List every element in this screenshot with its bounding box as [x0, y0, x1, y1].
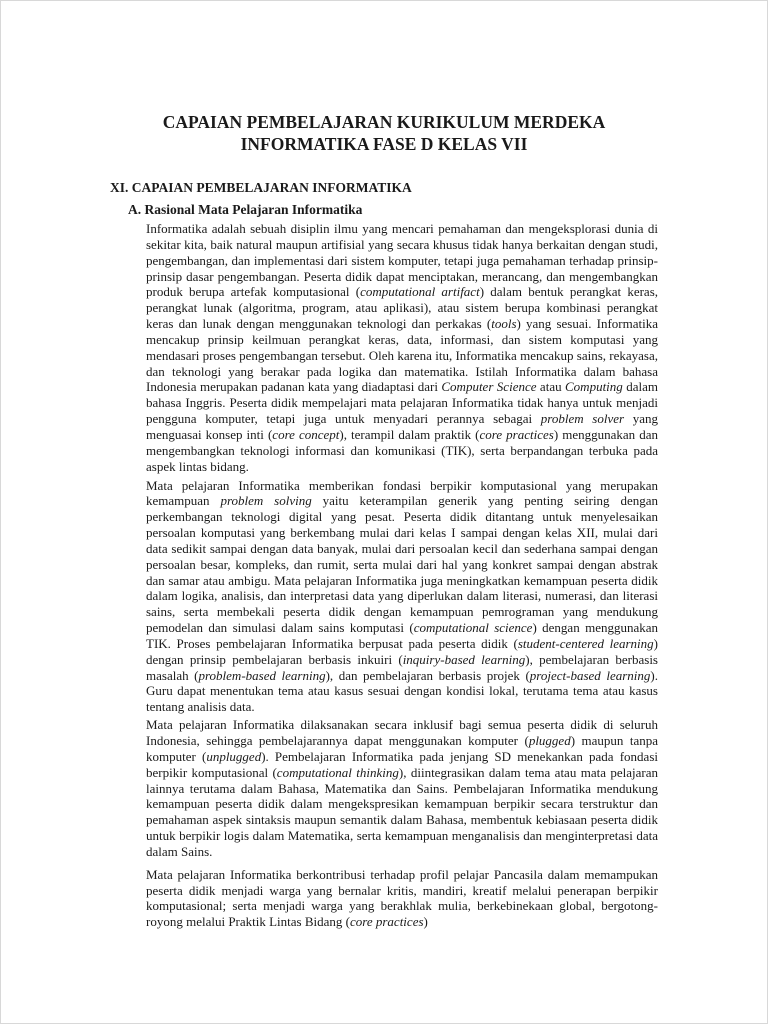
text-run: yang menguasai konsep inti (	[146, 411, 658, 442]
section-heading: XI. CAPAIAN PEMBELAJARAN INFORMATIKA	[110, 180, 412, 195]
text-run: dalam bahasa Inggris. Peserta didik mempelajari mata pelajaran Informatika tidak hanya untuk menjadi pengguna komputer, tetapi juga untuk menyadari perannya sebagai	[146, 379, 658, 427]
italic-term: inquiry-based learning	[402, 651, 526, 667]
italic-term: core practices	[350, 914, 424, 930]
italic-term: problem solving	[220, 493, 312, 509]
text-run: Informatika adalah sebuah disiplin ilmu yang mencari pemahaman dan mengeksplorasi dunia di sekitar kita, baik natural maupun artifisial yang secara khusus tidak hanya berkaitan dengan studi, pengembangan, dan implementasi dari sistem komputer, tetapi juga pemahaman terhadap prinsip-prinsip dasar pengembangan. Peserta didik dapat menciptakan, merancang, dan mengembangkan produk berupa artefak komputasional (	[146, 221, 658, 300]
text-run: ) maupun tanpa komputer (	[146, 733, 658, 764]
paragraph-1	[146, 221, 658, 475]
text-run: Mata pelajaran Informatika dilaksanakan secara inklusif bagi semua peserta didik di seluruh Indonesia, sehingga pembelajarannya dapat menggunakan komputer (	[146, 717, 658, 748]
text-run: ), terampil dalam praktik (	[339, 426, 480, 442]
text-run: Mata pelajaran Informatika memberikan fondasi berpikir komputasional yang merupakan kemampuan	[146, 477, 658, 509]
paragraph-3	[146, 717, 658, 860]
italic-term: student-centered learning	[517, 635, 654, 651]
italic-term: project-based learning	[529, 667, 651, 683]
text-run: ) menggunakan dan mengembangkan teknologi informasi dan komunikasi (TIK), serta berpandangan terbuka pada aspek lintas bidang.	[146, 426, 658, 474]
document-title	[1, 111, 767, 155]
italic-term: computational science	[413, 620, 533, 636]
italic-term: core practices	[479, 426, 554, 442]
text-run: ). Guru dapat menentukan tema atau kasus sesuai dengan kondisi lokal, terutama tema atau kasus tentang analisis data.	[146, 667, 658, 715]
italic-term: tools	[491, 316, 517, 332]
text-run: ) yang sesuai. Informatika mencakup prinsip keilmuan perangkat keras, data, informasi, dan sistem komputasi yang mendasari proses pengembangan tersebut. Oleh karena itu, Informatika mencakup sains, rekayasa, dan teknologi yang berakar pada logika dan matematika. Istilah Informatika dalam bahasa Indonesia merupakan padanan kata yang diadaptasi dari	[146, 316, 658, 395]
italic-term: computational thinking	[276, 764, 399, 780]
title-line-1: CAPAIAN PEMBELAJARAN KURIKULUM MERDEKA	[162, 112, 606, 132]
text-run: Mata pelajaran Informatika berkontribusi terhadap profil pelajar Pancasila dalam memampukan peserta didik menjadi warga yang bernalar kritis, mandiri, kreatif melalui penerapan berpikir komputasional; serta menjadi warga yang berakhlak mulia, berkebinekaan global, bergotong-royong melalui Praktik Lintas Bidang (	[146, 866, 658, 930]
italic-term: Computer Science	[441, 379, 537, 395]
paragraph-4	[146, 867, 658, 930]
text-run: ), diintegrasikan dalam tema atau mata pelajaran lainnya terutama dalam Bahasa, Matematika dan Sains. Pembelajaran Informatika mendukung kemampuan peserta didik dalam mengekspresikan kemampuan berpikir secara terstruktur dan pemahaman aspek sintaksis maupun semantik dalam Bahasa, membentuk kebiasaan peserta didik untuk berpikir logis dalam Matematika, serta kemampuan menganalisis dan menginterpretasi data dalam Sains.	[146, 764, 658, 859]
text-run: )	[423, 914, 428, 930]
title-line-2: INFORMATIKA FASE D KELAS VII	[240, 134, 528, 154]
italic-term: Computing	[565, 379, 623, 395]
text-run: ) dalam bentuk perangkat keras, perangkat lunak (algoritma, program, atau aplikasi), atau sistem berupa kombinasi perangkat keras dan lunak dengan menggunakan teknologi dan perkakas (	[146, 284, 659, 332]
text-run: ). Pembelajaran Informatika pada jenjang SD menekankan pada fondasi berpikir komputasional (	[146, 748, 658, 780]
subsection-heading: A. Rasional Mata Pelajaran Informatika	[128, 202, 363, 217]
text-run: ) dengan menggunakan TIK. Proses pembelajaran Informatika berpusat pada peserta didik (	[146, 620, 659, 651]
italic-term: core concept	[272, 426, 340, 442]
italic-term: computational artifact	[360, 284, 480, 300]
text-run: yaitu keterampilan generik yang penting seiring dengan perkembangan teknologi digital yang pesat. Peserta didik ditantang untuk menyelesaikan persoalan komputasi yang berkembang mulai dari kelas I sampai dengan kelas XII, mulai dari data sedikit sampai dengan data banyak, mulai dari persoalan kecil dan sederhana sampai dengan persoalan besar, kompleks, dan rumit, serta mulai dari hal yang konkret sampai dengan abstrak dan samar atau ambigu. Mata pelajaran Informatika juga meningkatkan kemampuan peserta didik dalam logika, analisis, dan interpretasi data yang diperlukan dalam literasi, numerasi, dan literasi sains, serta membekali peserta didik dengan kemampuan pemrograman yang mendukung pemodelan dan simulasi dalam sains komputasi (	[146, 493, 658, 636]
italic-term: unplugged	[206, 748, 262, 764]
text-run: atau	[536, 379, 566, 395]
body-text	[146, 221, 658, 930]
paragraph-2	[146, 478, 658, 716]
italic-term: problem solver	[540, 411, 625, 427]
italic-term: plugged	[528, 733, 571, 748]
text-run: ), pembelajaran berbasis masalah (	[146, 651, 658, 683]
italic-term: problem-based learning	[198, 667, 326, 683]
text-run: ), dan pembelajaran berbasis projek (	[325, 667, 530, 683]
text-run: ) dengan prinsip pembelajaran berbasis inkuiri (	[146, 635, 658, 667]
